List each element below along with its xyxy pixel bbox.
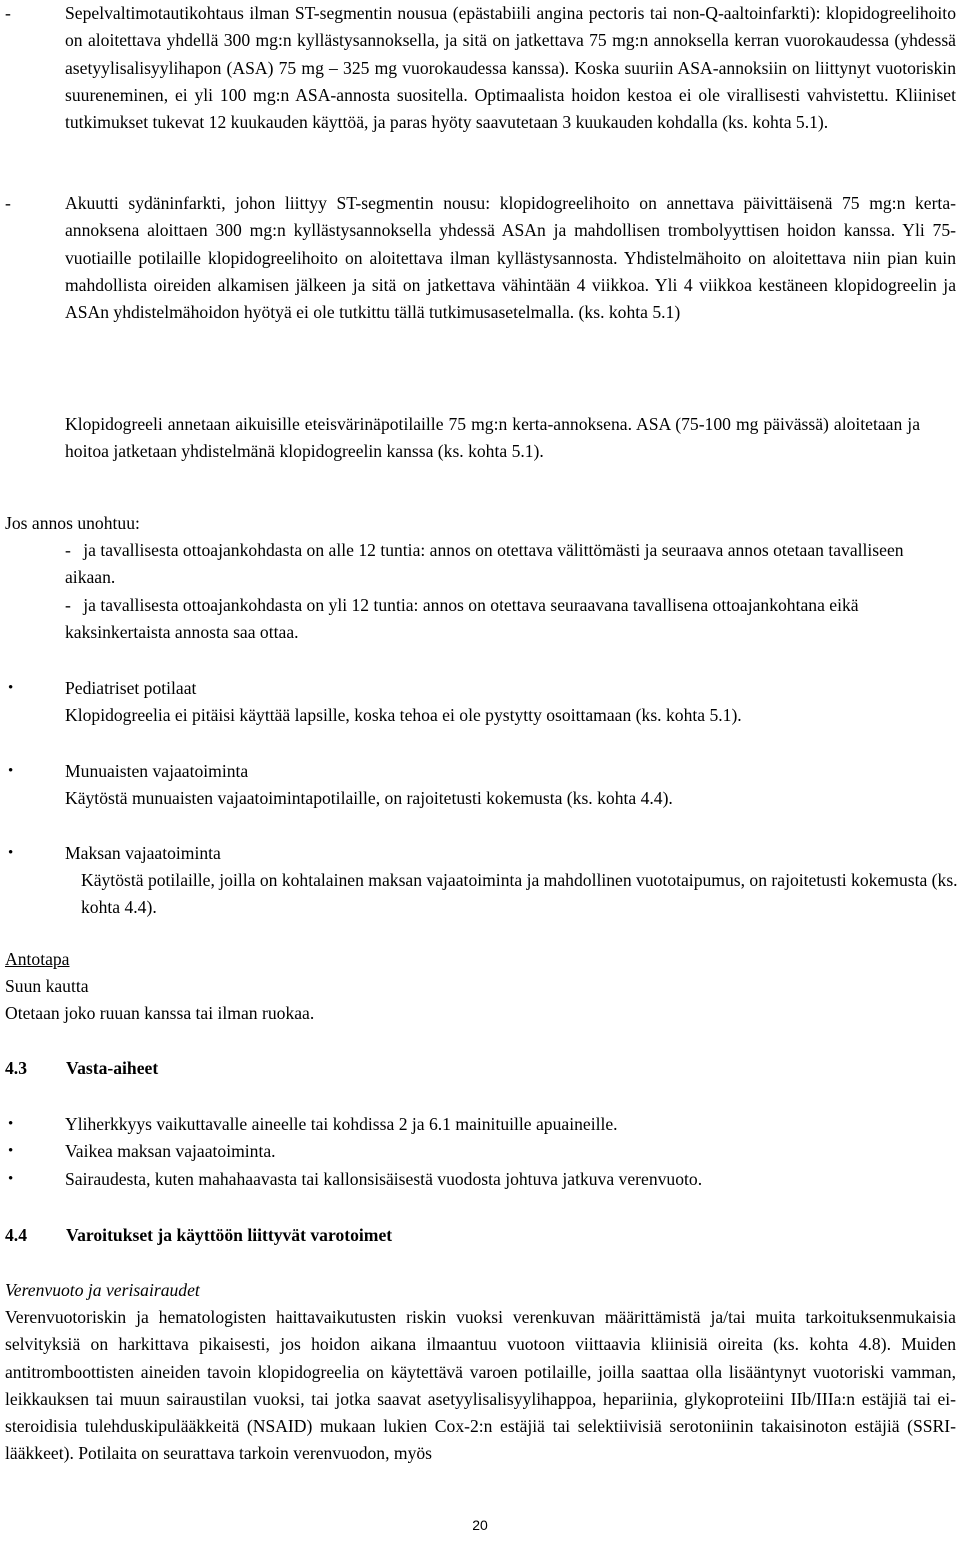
dash-marker: - (65, 540, 71, 560)
bullet-icon: • (8, 1171, 14, 1187)
population-text: Klopidogreelia ei pitäisi käyttää lapsille, koska tehoa ei ole pystytty osoittamaan (ks. kohta 5.1). (65, 705, 742, 725)
bullet-icon: • (8, 845, 14, 861)
dosing-item-acs-nstemi (5, 0, 956, 136)
missed-dose-item (65, 537, 946, 592)
dash-marker: - (65, 595, 71, 615)
page-number: 20 (472, 1517, 488, 1533)
population-title: Munuaisten vajaatoiminta (65, 761, 249, 781)
population-title: Maksan vajaatoiminta (65, 843, 221, 863)
administration-title: Antotapa (5, 949, 70, 969)
section-heading-4-3 (5, 1055, 158, 1082)
section-title: Varoitukset ja käyttöön liittyvät varotoimet (66, 1225, 393, 1245)
contraindication-text: Sairaudesta, kuten mahahaavasta tai kallonsisäisestä vuodosta johtuva jatkuva verenvuoto. (65, 1169, 703, 1189)
population-text: Käytöstä potilaille, joilla on kohtalainen maksan vajaatoiminta ja mahdollinen vuototaipumus, on rajoitetusti kokemusta (ks. kohta 4.4). (81, 870, 958, 918)
subsection-title: Verenvuoto ja verisairaudet (5, 1280, 200, 1300)
missed-dose-text: ja tavallisesta ottoajankohdasta on alle 12 tuntia: annos on otettava välittömästi ja seuraava annos otetaan tavalliseen aikaan. (65, 540, 904, 588)
dash-marker: - (5, 3, 11, 23)
administration-route: Suun kautta (5, 976, 89, 996)
bullet-icon: • (8, 680, 14, 696)
section-title: Vasta-aiheet (66, 1058, 159, 1078)
bullet-icon: • (8, 763, 14, 779)
af-paragraph: Klopidogreeli annetaan aikuisille eteisvärinäpotilaille 75 mg:n kerta-annoksena. ASA (75-100 mg päivässä) aloitetaan ja hoitoa jatketaan yhdistelmänä klopidogreelin kanssa (ks. kohta 5.1). (65, 414, 920, 462)
dosing-item-stemi (5, 190, 956, 326)
contraindication-text: Yliherkkyys vaikuttavalle aineelle tai kohdissa 2 ja 6.1 mainituille apuaineille. (65, 1114, 618, 1134)
bleeding-paragraph: Verenvuotoriskin ja hematologisten haittavaikutusten riskin vuoksi verenkuvan määrittämistä ja/tai muita tarkoituksenmukaisia selvityksiä on harkittava pikaisesti, jos hoidon aikana ilmaantuu vuotoon viittaavia kliinisiä oireita (ks. kohta 4.8). Muiden antitromboottisten aineiden tavoin klopidogreelia on käytettävä varoen potilaille, joilla saattaa olla lisääntynyt vuotoriski vamman, leikkauksen tai muun sairaustilan vuoksi, tai jotka saavat asetyylisalisyylihappoa, hepariinia, glykoproteiini IIb/IIIa:n estäjiä tai ei-steroidisia tulehduskipulääkkeitä (NSAID) mukaan lukien Cox-2:n estäjiä tai selektiivisiä serotoniinin takaisinoton estäjiä (SSRI-lääkkeet). Potilaita on seurattava tarkoin verenvuodon, myös (5, 1307, 956, 1464)
missed-dose-item (65, 592, 930, 647)
section-number: 4.3 (5, 1058, 27, 1078)
dash-marker: - (5, 193, 11, 213)
population-text: Käytöstä munuaisten vajaatoimintapotilaille, on rajoitetusti kokemusta (ks. kohta 4.4). (65, 788, 673, 808)
section-number: 4.4 (5, 1225, 27, 1245)
population-title: Pediatriset potilaat (65, 678, 197, 698)
section-heading-4-4 (5, 1222, 392, 1249)
contraindication-text: Vaikea maksan vajaatoiminta. (65, 1141, 276, 1161)
missed-dose-text: ja tavallisesta ottoajankohdasta on yli 12 tuntia: annos on otettava seuraavana tavallisena ottoajankohtana eikä kaksinkertaista annosta saa ottaa. (65, 595, 859, 643)
bullet-icon: • (8, 1143, 14, 1159)
missed-dose-heading: Jos annos unohtuu: (5, 513, 140, 533)
administration-food: Otetaan joko ruuan kanssa tai ilman ruokaa. (5, 1003, 315, 1023)
dosing-item-text: Akuutti sydäninfarkti, johon liittyy ST-segmentin nousu: klopidogreelihoito on annettava päivittäisenä 75 mg:n kerta-annoksena aloittaen 300 mg:n kyllästysannoksella yhdessä ASAn ja mahdollisen trombolyyttisen hoidon kanssa. Yli 75-vuotiaille potilaille klopidogreelihoito on aloitettava ilman kyllästysannosta. Yhdistelmähoito on aloitettava niin pian kuin mahdollista oireiden alkamisen jälkeen ja sitä on jatkettava vähintään 4 viikkoa. Yli 4 viikkoa kestäneen klopidogreelin ja ASAn yhdistelmähoidon hyötyä ei ole tutkittu tällä tutkimusasetelmalla. (ks. kohta 5.1) (65, 193, 956, 323)
bullet-icon: • (8, 1116, 14, 1132)
dosing-item-text: Sepelvaltimotautikohtaus ilman ST-segmentin nousua (epästabiili angina pectoris tai non-Q-aaltoinfarkti): klopidogreelihoito on aloitettava yhdellä 300 mg:n kyllästysannoksella, ja sitä on jatkettava 75 mg:n annoksella kerran vuorokaudessa (yhdessä asetyylisalisyylihapon (ASA) 75 mg – 325 mg vuorokaudessa kanssa). Koska suuriin ASA-annoksiin on liittynyt vuotoriskin suureneminen, ei yli 100 mg:n ASA-annosta suositella. Optimaalista hoidon kestoa ei ole virallisesti vahvistettu. Kliiniset tutkimukset tukevat 12 kuukauden käyttöä, ja paras hyöty saavutetaan 3 kuukauden kohdalla (ks. kohta 5.1). (65, 3, 956, 133)
